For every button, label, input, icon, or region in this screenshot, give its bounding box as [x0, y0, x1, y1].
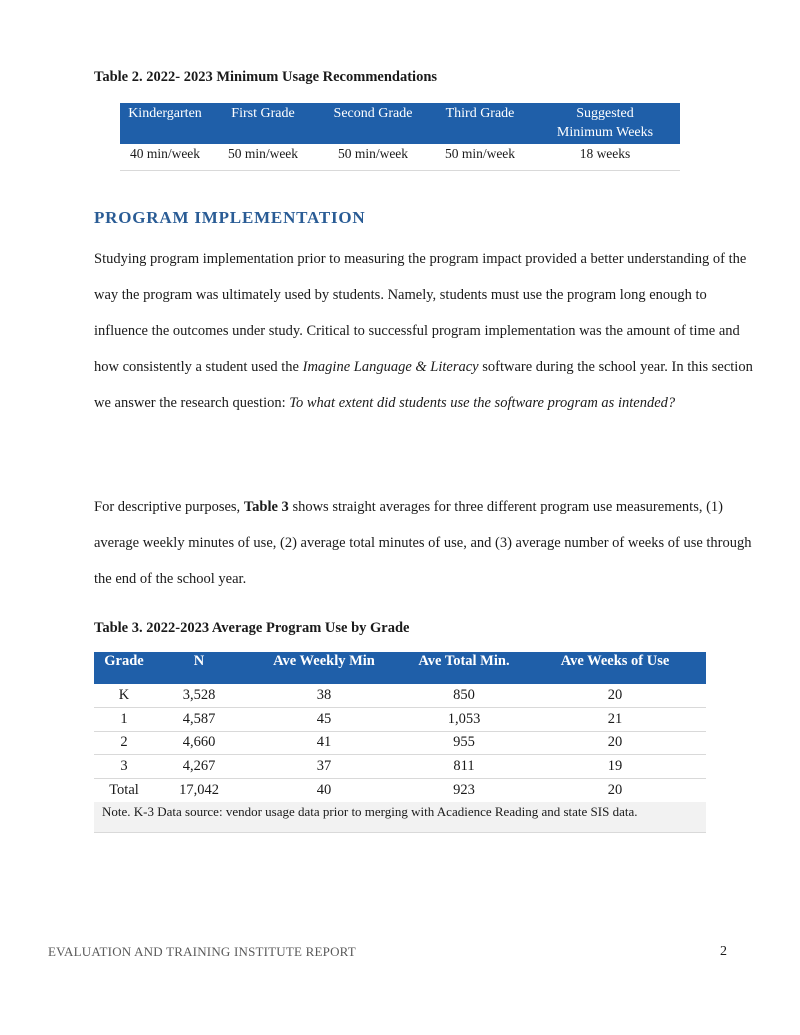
table3-program-use	[94, 652, 706, 833]
table-cell: 3	[94, 755, 154, 779]
para2-text-a: For descriptive purposes,	[94, 499, 244, 515]
table2-min-usage	[120, 103, 680, 171]
para1-text-a: Studying program implementation prior to measuring the program impact provided a better understanding of the way the program was ultimately used by students. Namely, students must use the program long enough to influence the outcomes under study. Critical to successful program implementation was the amount of time and how consistently a student used the	[94, 251, 747, 375]
para1-research-question: To what extent did students use the software program as intended?	[289, 395, 676, 411]
para2-table-ref: Table 3	[243, 499, 289, 515]
table2-cell: 40 min/week	[120, 144, 210, 171]
footer-report-title: EVALUATION AND TRAINING INSTITUTE REPORT	[48, 944, 356, 959]
table3-note: Note. K-3 Data source: vendor usage data prior to merging with Acadience Reading and state SIS data.	[94, 802, 706, 833]
table2-cell: 50 min/week	[316, 144, 430, 171]
table3-caption: Table 3. 2022-2023 Average Program Use by Grade	[94, 620, 410, 636]
table-cell: 41	[244, 731, 404, 755]
table-cell: 20	[524, 684, 706, 708]
table2-cell: 50 min/week	[430, 144, 530, 171]
table2-header-first-grade: First Grade	[210, 103, 316, 144]
table2-cell: 50 min/week	[210, 144, 316, 171]
section-heading: PROGRAM IMPLEMENTATION	[94, 208, 366, 227]
table2-header-suggested-weeks: Suggested Minimum Weeks	[530, 103, 680, 144]
table-cell: Total	[109, 781, 139, 798]
table2-header-second-grade: Second Grade	[316, 103, 430, 144]
table-cell: 37	[244, 755, 404, 779]
table-cell: K	[94, 684, 154, 708]
table2-header-third-grade: Third Grade	[430, 103, 530, 144]
table-cell: 923	[453, 781, 475, 798]
table2-header-row	[120, 103, 680, 144]
table3-header-grade: Grade	[94, 652, 154, 684]
table3-note-row	[94, 802, 706, 833]
table-cell: 4,660	[154, 731, 244, 755]
table-cell: 38	[244, 684, 404, 708]
table2-cell: 18 weeks	[530, 144, 680, 171]
table-cell: 955	[404, 731, 524, 755]
table-cell: 21	[524, 708, 706, 732]
table-cell: 850	[404, 684, 524, 708]
table3-header-weeks: Ave Weeks of Use	[524, 652, 706, 684]
table-row	[94, 731, 706, 755]
table3-header-row	[94, 652, 706, 684]
table-cell: 20	[607, 781, 623, 798]
table-row	[94, 755, 706, 779]
table-cell: 2	[94, 731, 154, 755]
table-cell: 45	[244, 708, 404, 732]
table3-header-weekly-min: Ave Weekly Min	[244, 652, 404, 684]
table-cell: 4,267	[154, 755, 244, 779]
table-cell: 19	[524, 755, 706, 779]
para2-text-b: shows straight averages for three different program use measurements, (1) average weekly minutes of use, (2) average total minutes of use, and (3) average number of weeks of use through the end of the school year.	[94, 499, 752, 587]
table3-header-total-min: Ave Total Min.	[404, 652, 524, 684]
table-row-total	[94, 778, 706, 802]
para1-text-b: software during the school year. In this section we answer the research question:	[94, 359, 753, 411]
page-number: 2	[720, 944, 727, 959]
table-cell: 40	[316, 781, 332, 798]
table-row	[94, 684, 706, 708]
table-cell: 1	[94, 708, 154, 732]
table2-header-kindergarten: Kindergarten	[120, 103, 210, 144]
descriptive-paragraph	[94, 489, 764, 597]
table-cell: 4,587	[154, 708, 244, 732]
table2-caption: Table 2. 2022- 2023 Minimum Usage Recommendations	[94, 69, 438, 85]
table-cell: 17,042	[179, 781, 219, 798]
table2-row	[120, 144, 680, 171]
table-cell: 811	[404, 755, 524, 779]
table-cell: 3,528	[154, 684, 244, 708]
implementation-paragraph	[94, 241, 764, 421]
table-cell: 20	[524, 731, 706, 755]
para1-program-name: Imagine Language & Literacy	[302, 359, 479, 375]
table-cell: 1,053	[404, 708, 524, 732]
table-row	[94, 708, 706, 732]
table3-header-n: N	[154, 652, 244, 684]
